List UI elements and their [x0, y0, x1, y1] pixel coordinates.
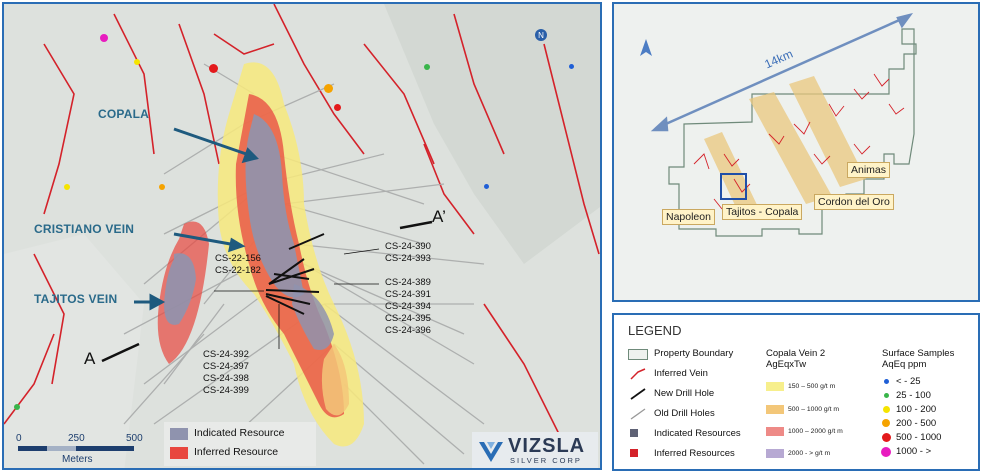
copala-bin-label: 1000 – 2000 g/t m [788, 428, 843, 435]
hole-id: CS-24-389 [385, 277, 431, 288]
scale-unit: Meters [62, 454, 93, 465]
property-boundary-swatch [628, 349, 648, 360]
copala-legend-sub: AgEqxTw [766, 359, 807, 370]
hole-id: CS-24-399 [203, 385, 249, 396]
new-drill-hole-symbol [628, 388, 648, 400]
sample-dot [64, 184, 70, 190]
resource-legend [164, 422, 316, 466]
copala-bin-label: 500 – 1000 g/t m [788, 406, 840, 413]
legend-panel [612, 313, 980, 471]
hole-group-1 [385, 241, 431, 265]
main-map-graphic [4, 4, 602, 470]
sample-dot [484, 184, 489, 189]
animas-label: Animas [847, 162, 890, 178]
hole-id: CS-22-156 [215, 253, 261, 264]
legend-inferred-resources: Inferred Resources [654, 448, 735, 459]
svg-text:N: N [538, 31, 544, 40]
surface-bin-label: 100 - 200 [896, 404, 937, 415]
inferred-resource-label: Inferred Resource [194, 446, 279, 458]
hole-id: CS-24-396 [385, 325, 431, 336]
vizsla-logo [472, 432, 598, 468]
copala-bin-label: 150 – 500 g/t m [788, 383, 836, 390]
hole-id: CS-22-182 [215, 265, 261, 276]
hole-id: CS-24-395 [385, 313, 431, 324]
old-drill-holes-symbol [628, 408, 648, 420]
copala-bin-swatch [766, 449, 784, 458]
copala-bin-label: 2000 - > g/t m [788, 450, 831, 457]
cristiano-vein-label: CRISTIANO VEIN [34, 222, 135, 236]
legend-old-drill-holes: Old Drill Holes [654, 408, 715, 419]
surface-legend-sub: AqEq ppm [882, 359, 927, 370]
legend-title: LEGEND [628, 323, 682, 338]
hole-group-3 [385, 277, 431, 337]
indicated-resources-symbol [630, 429, 638, 437]
sample-dot [134, 59, 140, 65]
surface-bin-label: 200 - 500 [896, 418, 937, 429]
hole-id: CS-24-392 [203, 349, 249, 360]
surface-dot [884, 379, 889, 384]
surface-dot [881, 447, 891, 457]
surface-bin-label: 25 - 100 [896, 390, 931, 401]
overview-map-graphic [614, 4, 980, 302]
sample-dot [324, 84, 333, 93]
copala-bin-swatch [766, 382, 784, 391]
legend-inferred-vein: Inferred Vein [654, 368, 708, 379]
copala-label: COPALA [98, 107, 149, 121]
logo-name: VIZSLA [508, 435, 586, 457]
surface-bin-label: 1000 - > [896, 446, 932, 457]
indicated-resource-label: Indicated Resource [194, 427, 285, 439]
hole-id: CS-24-391 [385, 289, 431, 300]
surface-dot [883, 406, 890, 413]
cordon-del-oro-label: Cordon del Oro [814, 194, 894, 210]
hole-id: CS-24-390 [385, 241, 431, 252]
scale-tick-500: 500 [126, 433, 143, 444]
sample-dot [159, 184, 165, 190]
indicated-swatch [170, 428, 188, 440]
legend-property-boundary: Property Boundary [654, 348, 734, 359]
tajitos-copala-label: Tajitos - Copala [722, 204, 802, 220]
surface-legend-title: Surface Samples [882, 348, 955, 359]
vizsla-logo-icon [476, 436, 506, 466]
hole-id: CS-24-394 [385, 301, 431, 312]
hole-group-4 [203, 349, 249, 397]
distance-label: 14km [762, 46, 795, 72]
tajitos-vein-label: TAJITOS VEIN [34, 292, 118, 306]
inferred-resources-symbol [630, 449, 638, 457]
copala-bin-swatch [766, 427, 784, 436]
hole-group-2 [215, 253, 261, 277]
copala-legend-title: Copala Vein 2 [766, 348, 826, 359]
sample-dot [424, 64, 430, 70]
sample-dot [100, 34, 108, 42]
logo-sub: SILVER CORP [510, 456, 582, 465]
legend-indicated-resources: Indicated Resources [654, 428, 741, 439]
sample-dot [14, 404, 20, 410]
section-a-label: A [84, 349, 96, 368]
overview-map[interactable] [612, 2, 980, 302]
hole-id: CS-24-393 [385, 253, 431, 264]
inferred-swatch [170, 447, 188, 459]
surface-dot [882, 433, 891, 442]
surface-bin-label: 500 - 1000 [896, 432, 942, 443]
napoleon-label: Napoleon [662, 209, 715, 225]
surface-dot [882, 419, 890, 427]
legend-new-drill-hole: New Drill Hole [654, 388, 715, 399]
hole-id: CS-24-397 [203, 361, 249, 372]
scale-tick-250: 250 [68, 433, 85, 444]
scale-tick-0: 0 [16, 433, 22, 444]
section-a-prime-label: A’ [432, 207, 446, 226]
inferred-vein-symbol [628, 368, 648, 380]
sample-dot [334, 104, 341, 111]
hole-id: CS-24-398 [203, 373, 249, 384]
surface-bin-label: < - 25 [896, 376, 921, 387]
sample-dot [569, 64, 574, 69]
sample-dot [209, 64, 218, 73]
main-map[interactable] [2, 2, 602, 470]
copala-bin-swatch [766, 405, 784, 414]
surface-dot [884, 393, 889, 398]
